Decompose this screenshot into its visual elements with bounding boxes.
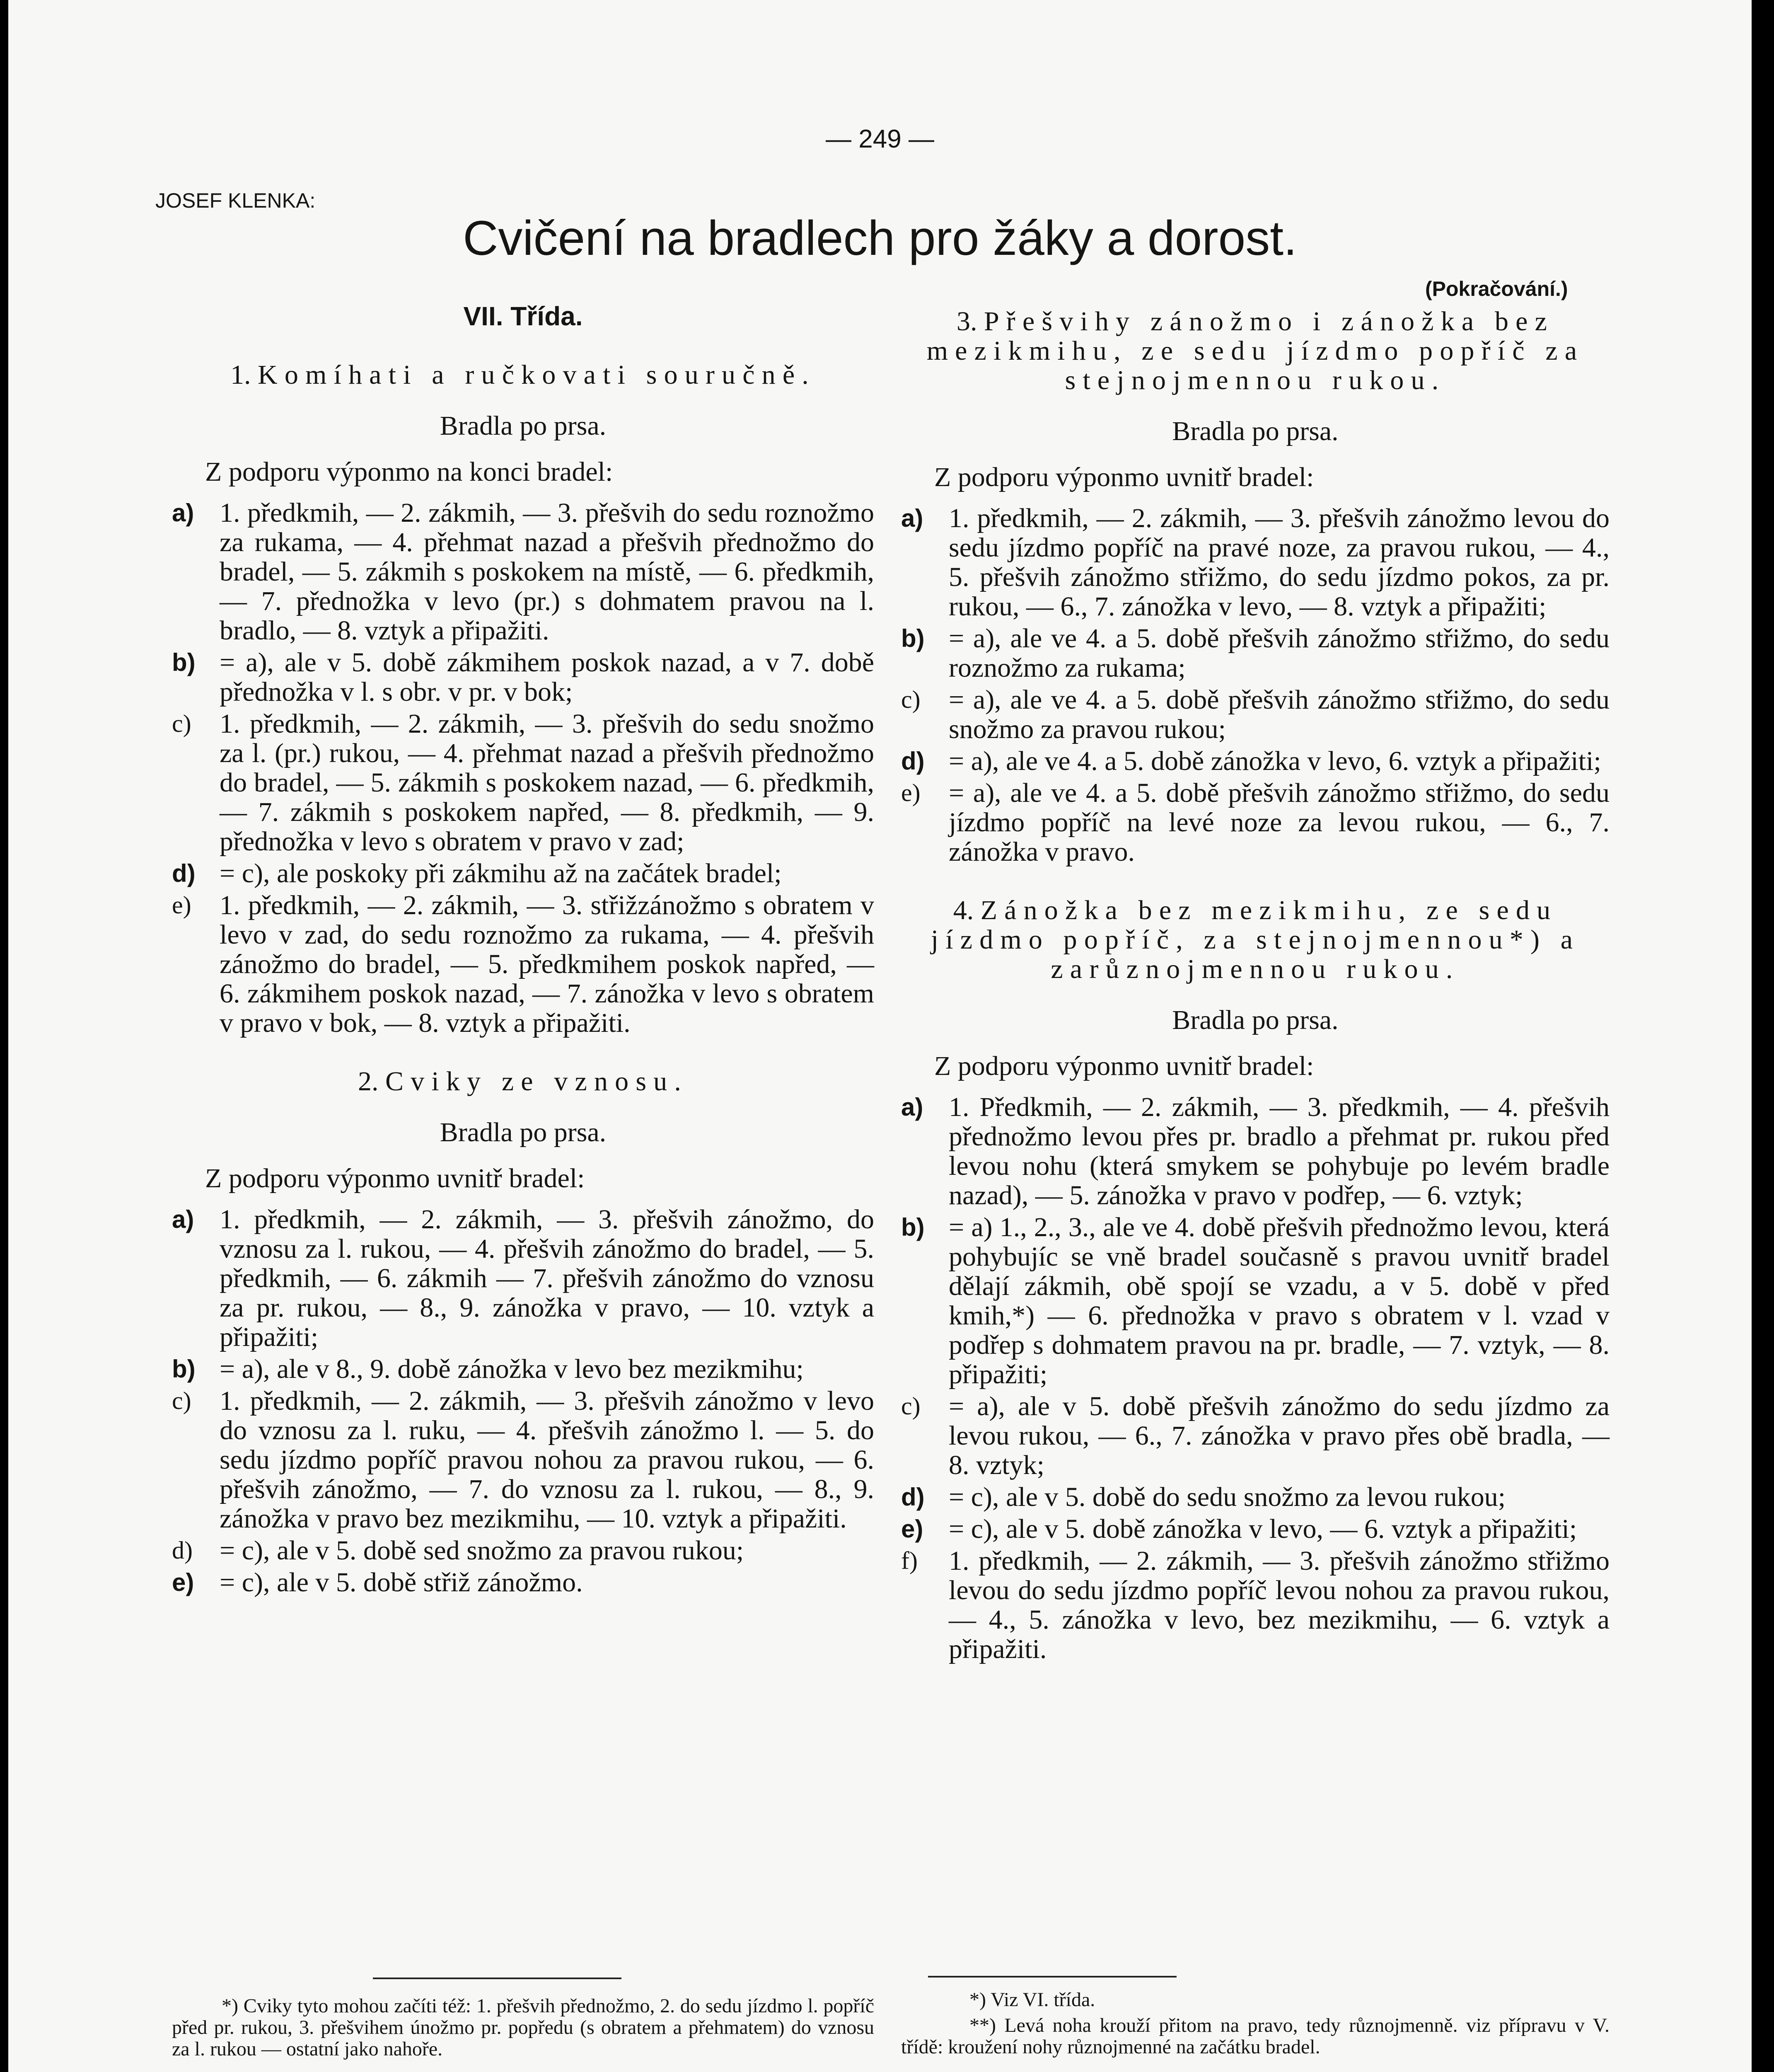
exercise-item: [901, 1392, 1610, 1480]
section-2: [172, 1067, 874, 1597]
exercise-item: [172, 1386, 874, 1533]
exercise-item: [901, 1482, 1610, 1512]
apparatus: Bradla po prsa.: [440, 1117, 607, 1147]
footnote: *) Viz VI. třída.: [969, 1989, 1095, 2011]
exercise-item: [901, 1092, 1610, 1210]
footnote-rule: [373, 1978, 621, 1979]
section-intro: Z podporu výponmo uvnitř bradel:: [205, 1163, 585, 1193]
right-column: [901, 307, 1610, 1680]
exercise-item: [901, 1514, 1610, 1544]
exercise-label: b): [901, 625, 925, 652]
apparatus: Bradla po prsa.: [440, 411, 607, 441]
exercise-item: [901, 1213, 1610, 1389]
exercise-item: [901, 746, 1610, 776]
exercise-label: e): [901, 1515, 923, 1543]
exercise-label: d): [172, 859, 196, 887]
exercise-label: a): [901, 504, 923, 532]
exercise-item: [901, 685, 1610, 744]
exercise-label: f): [901, 1547, 918, 1574]
exercise-label: d): [901, 747, 925, 775]
section-title: 2. Cviky ze vznosu.: [358, 1066, 688, 1097]
exercise-label: b): [172, 649, 196, 676]
section-4: [901, 896, 1610, 1664]
section-title: 3. Přešvihy zánožmo i zánožka bez mezikmihu, ze sedu jízdmo popříč za stejnojmennou rukou.: [926, 306, 1584, 395]
exercise-label: e): [901, 779, 921, 806]
exercise-text: = a), ale ve 4. a 5. době přešvih zánožmo střižmo, do sedu roznožmo za rukama;: [949, 623, 1610, 683]
section-intro: Z podporu výponmo uvnitř bradel:: [934, 462, 1314, 492]
exercise-text: = a), ale ve 4. a 5. době přešvih zánožmo střižmo, do sedu jízdmo popříč na levé noze za levou rukou, — 6., 7. zánožka v pravo.: [949, 778, 1610, 867]
exercise-text: = a) 1., 2., 3., ale ve 4. době přešvih přednožmo levou, která pohybujíc se vně bradel současně s pravou uvnitř bradel dělají zákmih, obě spojí se vzadu, a v 5. době v před kmih,*) — 6. přednožka v pravo s obratem v l. vzad v podřep s dohmatem pravou na pr. bradle, — 7. vztyk, — 8. připažiti;: [949, 1212, 1610, 1389]
exercise-item: [172, 859, 874, 888]
exercise-label: a): [172, 499, 194, 527]
footnote: **) Levá noha krouží přitom na pravo, tedy různojmenně. viz přípravu v V. třídě: kroužení nohy různojmenné na začátku bradel.: [901, 2014, 1610, 2058]
exercise-item: [172, 498, 874, 645]
exercise-label: c): [172, 1387, 191, 1414]
exercise-label: b): [172, 1355, 196, 1383]
author-name: JOSEF KLENKA:: [155, 189, 316, 212]
exercise-item: [172, 1205, 874, 1352]
exercise-label: a): [901, 1093, 923, 1121]
footnote-rule: [928, 1976, 1177, 1978]
exercise-text: = c), ale poskoky při zákmihu až na začátek bradel;: [220, 858, 782, 888]
exercise-text: 1. předkmih, — 2. zákmih, — 3. střižzánožmo s obratem v levo v zad, do sedu roznožmo za rukama, — 4. přešvih zánožmo do bradel, — 5. předkmihem poskok napřed, — 6. zákmihem poskok nazad, — 7. zánožka v levo s obratem v pravo v bok, — 8. vztyk a připažiti.: [220, 890, 874, 1038]
left-column: [172, 298, 874, 1614]
exercise-label: c): [901, 1392, 921, 1420]
exercise-label: c): [901, 686, 921, 713]
exercise-label: e): [172, 891, 191, 919]
apparatus: Bradla po prsa.: [1172, 1005, 1339, 1035]
section-intro: Z podporu výponmo uvnitř bradel:: [934, 1051, 1314, 1081]
exercise-label: e): [172, 1569, 194, 1596]
exercise-text: = a), ale ve 4. a 5. době přešvih zánožmo střižmo, do sedu snožmo za pravou rukou;: [949, 685, 1610, 744]
exercise-item: [172, 648, 874, 707]
exercise-text: = a), ale v 8., 9. době zánožka v levo bez mezikmihu;: [220, 1354, 804, 1384]
exercise-text: 1. předkmih, — 2. zákmih, — 3. přešvih do sedu roznožmo za rukama, — 4. přehmat nazad a přešvih přednožmo do bradel, — 5. zákmih s poskokem na místě, — 6. předkmih, — 7. přednožka v levo (pr.) s dohmatem pravou na l. bradlo, — 8. vztyk a připažiti.: [220, 498, 874, 646]
exercise-text: = c), ale v 5. době střiž zánožmo.: [220, 1567, 583, 1598]
footnote: *) Cviky tyto mohou začíti též: 1. přešvih přednožmo, 2. do sedu jízdmo l. popříč před pr. rukou, 3. přešvihem únožmo pr. popředu (s obratem a přehmatem) do vznosu za l. rukou — ostatní jako nahoře.: [172, 1995, 874, 2060]
section-intro: Z podporu výponmo na konci bradel:: [205, 457, 613, 487]
exercise-item: [172, 709, 874, 856]
exercise-text: = a), ale v 5. době zákmihem poskok nazad, a v 7. době přednožka v l. s obr. v pr. v bok;: [220, 647, 874, 707]
exercise-item: [901, 503, 1610, 621]
exercise-text: 1. předkmih, — 2. zákmih, — 3. přešvih zánožmo, do vznosu za l. rukou, — 4. přešvih zánožmo do bradel, — 5. předkmih, — 6. zákmih — 7. přešvih zánožmo do vznosu za pr. rukou, — 8., 9. zánožka v pravo, — 10. vztyk a připažiti;: [220, 1204, 874, 1352]
exercise-text: = c), ale v 5. době zánožka v levo, — 6. vztyk a připažiti;: [949, 1514, 1577, 1544]
exercise-text: = a), ale ve 4. a 5. době zánožka v levo, 6. vztyk a připažiti;: [949, 746, 1601, 776]
section-3: [901, 307, 1610, 867]
page-sheet: [8, 0, 1752, 2072]
exercise-text: 1. předkmih, — 2. zákmih, — 3. přešvih do sedu snožmo za l. (pr.) rukou, — 4. přehmat nazad a přešvih přednožmo do bradel, — 5. zákmih s poskokem nazad, — 6. předkmih, — 7. zákmih s poskokem napřed, — 8. předkmih, — 9. přednožka v levo s obratem v pravo v zad;: [220, 709, 874, 857]
exercise-text: 1. předkmih, — 2. zákmih, — 3. přešvih zánožmo střižmo levou do sedu jízdmo popříč levou nohou za pravou rukou, — 4., 5. zánožka v levo, bez mezikmihu, — 6. vztyk a připažiti.: [949, 1546, 1610, 1664]
exercise-text: = c), ale v 5. době do sedu snožmo za levou rukou;: [949, 1482, 1506, 1512]
exercise-label: b): [901, 1213, 925, 1241]
exercise-item: [901, 1546, 1610, 1664]
exercise-label: c): [172, 710, 191, 737]
exercise-item: [172, 1354, 874, 1384]
exercise-label: d): [901, 1483, 925, 1511]
exercise-text: 1. předkmih, — 2. zákmih, — 3. přešvih zánožmo v levo do vznosu za l. ruku, — 4. přešvih zánožmo l. — 5. do sedu jízdmo popříč pravou nohou za pravou rukou, — 6. přešvih zánožmo, — 7. do vznosu za l. rukou, — 8., 9. zánožka v pravo bez mezikmihu, — 10. vztyk a připažiti.: [220, 1386, 874, 1534]
exercise-text: 1. Předkmih, — 2. zákmih, — 3. předkmih, — 4. přešvih přednožmo levou přes pr. bradlo a přehmat pr. rukou před levou nohu (která smykem se pohybuje po levém bradle nazad), — 5. zánožka v pravo v podřep, — 6. vztyk;: [949, 1092, 1610, 1210]
section-1: [172, 360, 874, 1038]
exercise-item: [901, 624, 1610, 683]
exercise-item: [172, 1568, 874, 1597]
page-number: — 249 —: [826, 125, 934, 153]
exercise-text: 1. předkmih, — 2. zákmih, — 3. přešvih zánožmo levou do sedu jízdmo popříč na pravé noze, za pravou rukou, — 4., 5. přešvih zánožmo střižmo, do sedu jízdmo pokos, za pr. rukou, — 6., 7. zánožka v levo, — 8. vztyk a připažiti;: [949, 503, 1610, 622]
exercise-item: [172, 1536, 874, 1565]
section-title: 1. Komíhati a ručkovati souručně.: [230, 360, 816, 390]
exercise-label: d): [172, 1537, 193, 1564]
exercise-label: a): [172, 1205, 194, 1233]
exercise-text: = a), ale v 5. době přešvih zánožmo do sedu jízdmo za levou rukou, — 6., 7. zánožka v pravo přes obě bradla, — 8. vztyk;: [949, 1391, 1610, 1480]
exercise-item: [901, 778, 1610, 867]
continued-note: (Pokračování.): [1425, 277, 1568, 300]
class-heading: VII. Třída.: [463, 301, 583, 331]
section-title: 4. Zánožka bez mezikmihu, ze sedu jízdmo popříč, za stejnojmennou*) a zarůznojmennou rukou.: [931, 895, 1580, 984]
exercise-text: = c), ale v 5. době sed snožmo za pravou rukou;: [220, 1535, 744, 1566]
exercise-item: [172, 891, 874, 1038]
article-title: Cvičení na bradlech pro žáky a dorost.: [463, 211, 1297, 266]
apparatus: Bradla po prsa.: [1172, 416, 1339, 446]
